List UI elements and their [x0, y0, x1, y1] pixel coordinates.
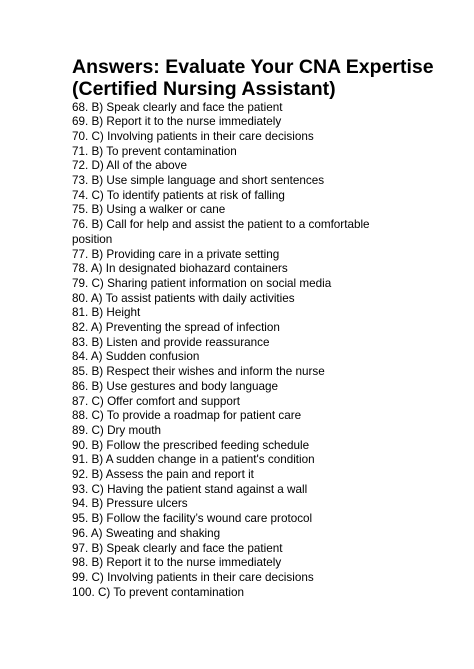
answer-list — [72, 101, 372, 601]
answer-item: 87. C) Offer comfort and support — [72, 394, 241, 408]
page-title: Answers: Evaluate Your CNA Expertise (Certified Nursing Assistant) — [72, 56, 434, 100]
answer-item: 78. A) In designated biohazard containers — [72, 262, 288, 276]
answer-item: 97. B) Speak clearly and face the patient — [72, 541, 283, 555]
answer-item: 83. B) Listen and provide reassurance — [72, 335, 270, 349]
answer-item: 92. B) Assess the pain and report it — [72, 468, 254, 482]
answer-item: 70. C) Involving patients in their care decisions — [72, 129, 314, 143]
answer-item: 72. D) All of the above — [72, 159, 187, 173]
answer-item: 77. B) Providing care in a private setting — [72, 247, 280, 261]
answer-item: 95. B) Follow the facility’s wound care protocol — [72, 512, 313, 526]
answer-item: 98. B) Report it to the nurse immediately — [72, 556, 282, 570]
answer-item: 74. C) To identify patients at risk of falling — [72, 188, 285, 202]
answer-item: 91. B) A sudden change in a patient's condition — [72, 453, 315, 467]
answer-item: 76. B) Call for help and assist the patient to a comfortable position — [72, 218, 370, 246]
answer-item: 85. B) Respect their wishes and inform the nurse — [72, 365, 325, 379]
answer-item: 96. A) Sweating and shaking — [72, 526, 221, 540]
answer-item: 93. C) Having the patient stand against a wall — [72, 482, 308, 496]
answer-item: 89. C) Dry mouth — [72, 423, 161, 437]
answer-item: 88. C) To provide a roadmap for patient care — [72, 409, 302, 423]
answer-item: 80. A) To assist patients with daily activities — [72, 291, 295, 305]
answer-item: 69. B) Report it to the nurse immediately — [72, 115, 282, 129]
answer-item: 100. C) To prevent contamination — [72, 585, 244, 599]
answer-item: 82. A) Preventing the spread of infection — [72, 321, 280, 335]
answer-item: 99. C) Involving patients in their care decisions — [72, 571, 314, 584]
answer-item: 84. A) Sudden confusion — [72, 350, 200, 364]
answer-item: 90. B) Follow the prescribed feeding schedule — [72, 438, 310, 452]
answer-item: 75. B) Using a walker or cane — [72, 203, 226, 217]
answer-item: 71. B) To prevent contamination — [72, 144, 237, 158]
answer-item: 81. B) Height — [72, 306, 141, 320]
answer-item: 68. B) Speak clearly and face the patient — [72, 100, 283, 114]
answer-item: 73. B) Use simple language and short sentences — [72, 174, 325, 188]
answer-item: 79. C) Sharing patient information on social media — [72, 276, 332, 290]
answer-item: 86. B) Use gestures and body language — [72, 379, 278, 393]
answer-item: 94. B) Pressure ulcers — [72, 497, 188, 511]
